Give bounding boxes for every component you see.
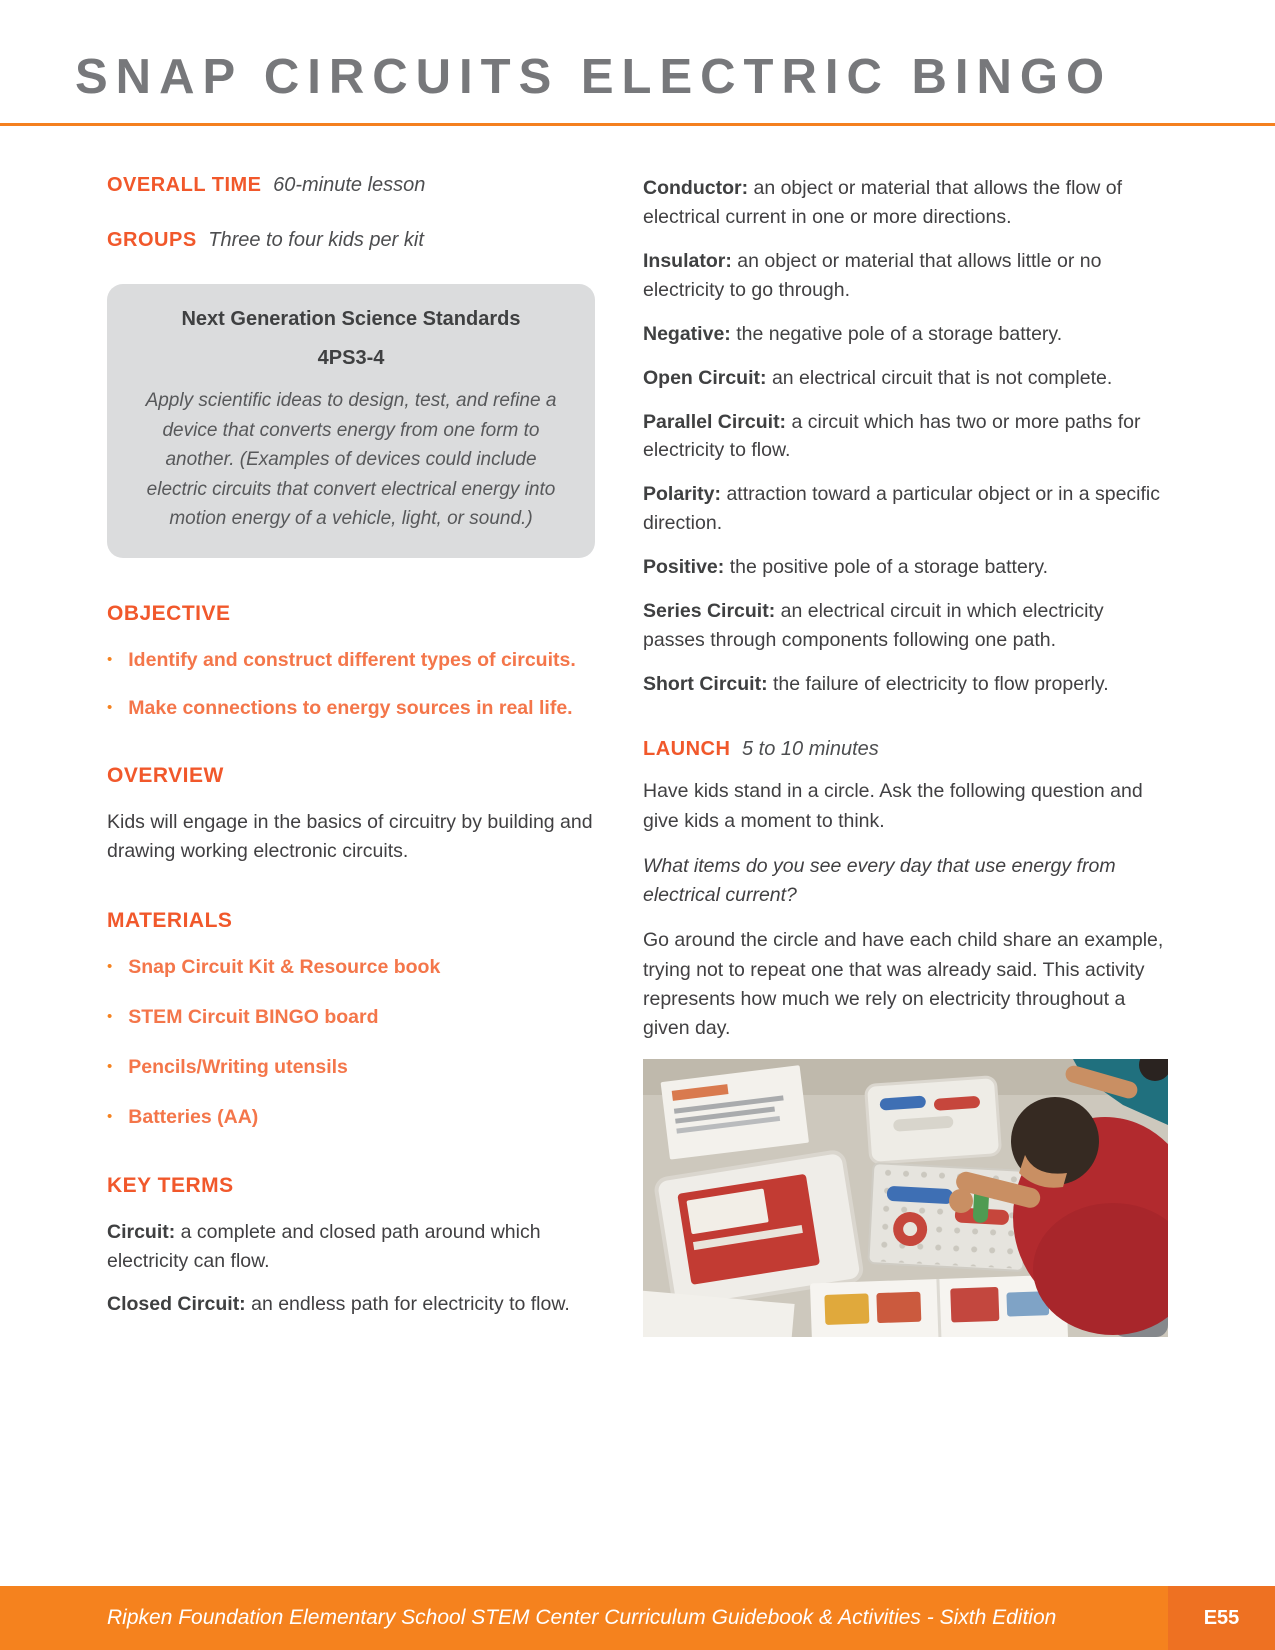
page-number: E55 xyxy=(1203,1606,1240,1629)
key-term-definition: an electrical circuit that is not complete. xyxy=(771,366,1113,389)
footer-text: Ripken Foundation Elementary School STEM Center Curriculum Guidebook & Activities - Sixth Edition xyxy=(107,1606,1057,1629)
activity-photo xyxy=(643,1059,1168,1337)
launch-question: What items do you see every day that use energy from electrical current? xyxy=(643,854,1116,907)
list-item-text: Batteries (AA) xyxy=(128,1106,259,1129)
key-term xyxy=(107,1290,595,1319)
key-terms-heading: KEY TERMS xyxy=(107,1173,234,1197)
overall-time-line xyxy=(107,174,595,197)
list-item-text: Identify and construct different types of circuits. xyxy=(128,648,576,671)
overall-time-value: 60-minute lesson xyxy=(273,174,426,197)
key-term xyxy=(643,320,1168,349)
bullet-icon: • xyxy=(107,1108,113,1126)
list-item xyxy=(107,1053,595,1081)
key-term-name: Short Circuit: xyxy=(643,672,768,695)
content-columns xyxy=(0,126,1275,1337)
groups-label: GROUPS xyxy=(107,229,197,252)
key-term xyxy=(107,1218,595,1276)
key-term-name: Series Circuit: xyxy=(643,599,776,622)
groups-value: Three to four kids per kit xyxy=(208,229,424,252)
bullet-icon: • xyxy=(107,698,113,716)
list-item-text: Make connections to energy sources in real life. xyxy=(128,696,573,719)
key-term-name: Parallel Circuit: xyxy=(643,410,787,433)
key-term xyxy=(643,670,1168,699)
list-item-text: Pencils/Writing utensils xyxy=(128,1056,348,1079)
key-term xyxy=(643,174,1168,232)
bullet-icon: • xyxy=(107,957,113,975)
key-term xyxy=(643,480,1168,538)
bullet-icon: • xyxy=(107,650,113,668)
launch-line xyxy=(643,738,1168,761)
page-number-badge xyxy=(1168,1586,1275,1650)
list-item xyxy=(107,1103,595,1131)
page-title: SNAP CIRCUITS ELECTRIC BINGO xyxy=(75,50,1113,104)
bullet-icon: • xyxy=(107,1007,113,1025)
key-term-definition: an object or material that allows little or no electricity to go through. xyxy=(643,250,1102,302)
key-term-definition: the negative pole of a storage battery. xyxy=(736,322,1063,345)
left-column xyxy=(107,174,595,1337)
key-term-name: Polarity: xyxy=(643,483,722,506)
activity-photo-illustration xyxy=(643,1059,1168,1337)
materials-heading: MATERIALS xyxy=(107,908,233,932)
objective-heading: OBJECTIVE xyxy=(107,601,231,625)
list-item xyxy=(107,646,595,674)
key-term xyxy=(643,408,1168,466)
standards-title: Next Generation Science Standards xyxy=(181,308,521,331)
standards-code: 4PS3-4 xyxy=(317,347,385,370)
materials-list xyxy=(107,953,595,1132)
overall-time-label: OVERALL TIME xyxy=(107,174,262,197)
list-item xyxy=(107,1003,595,1031)
key-term-name: Open Circuit: xyxy=(643,366,767,389)
key-term xyxy=(643,553,1168,582)
key-term-definition: a circuit which has two or more paths for electricity to flow. xyxy=(643,410,1141,462)
page-header xyxy=(0,0,1275,103)
key-term-definition: a complete and closed path around which electricity can flow. xyxy=(107,1220,541,1272)
list-item-text: Snap Circuit Kit & Resource book xyxy=(128,955,441,978)
standards-box xyxy=(107,284,595,557)
list-item-text: STEM Circuit BINGO board xyxy=(128,1005,379,1028)
key-term-definition: attraction toward a particular object or in a specific direction. xyxy=(643,483,1160,535)
list-item xyxy=(107,694,595,722)
groups-line xyxy=(107,229,595,252)
key-term xyxy=(643,597,1168,655)
key-term-definition: an endless path for electricity to flow. xyxy=(251,1293,570,1316)
key-term-name: Negative: xyxy=(643,322,731,345)
key-term-definition: the positive pole of a storage battery. xyxy=(729,556,1049,579)
launch-duration: 5 to 10 minutes xyxy=(742,738,879,761)
right-column xyxy=(643,174,1168,1337)
key-term xyxy=(643,247,1168,305)
key-term xyxy=(643,364,1168,393)
launch-paragraph: Go around the circle and have each child share an example, trying not to repeat one that was already said. This activity represents how much we rely on electricity throughout a given day. xyxy=(643,929,1164,1040)
key-term-definition: the failure of electricity to flow properly. xyxy=(773,672,1109,695)
key-term-name: Closed Circuit: xyxy=(107,1293,246,1316)
key-term-definition: an electrical circuit in which electricity passes through components following one path. xyxy=(643,599,1104,651)
page-footer xyxy=(0,1586,1275,1650)
key-term-name: Insulator: xyxy=(643,250,732,273)
key-term-definition: an object or material that allows the flow of electrical current in one or more directions. xyxy=(643,177,1123,229)
launch-paragraph: Have kids stand in a circle. Ask the following question and give kids a moment to think. xyxy=(643,780,1143,832)
overview-heading: OVERVIEW xyxy=(107,764,224,788)
overview-text: Kids will engage in the basics of circuitry by building and drawing working electronic circuits. xyxy=(107,811,593,863)
bullet-icon: • xyxy=(107,1058,113,1076)
key-term-name: Positive: xyxy=(643,556,725,579)
key-term-name: Circuit: xyxy=(107,1220,176,1243)
key-term-name: Conductor: xyxy=(643,177,749,200)
objective-list xyxy=(107,646,595,723)
launch-heading: LAUNCH xyxy=(643,738,731,761)
list-item xyxy=(107,953,595,981)
standards-description: Apply scientific ideas to design, test, and refine a device that converts energy from one form to another. (Examples of devices could include electric circuits that convert electrical energy into motion energy of a vehicle, light, or sound.) xyxy=(145,390,557,530)
